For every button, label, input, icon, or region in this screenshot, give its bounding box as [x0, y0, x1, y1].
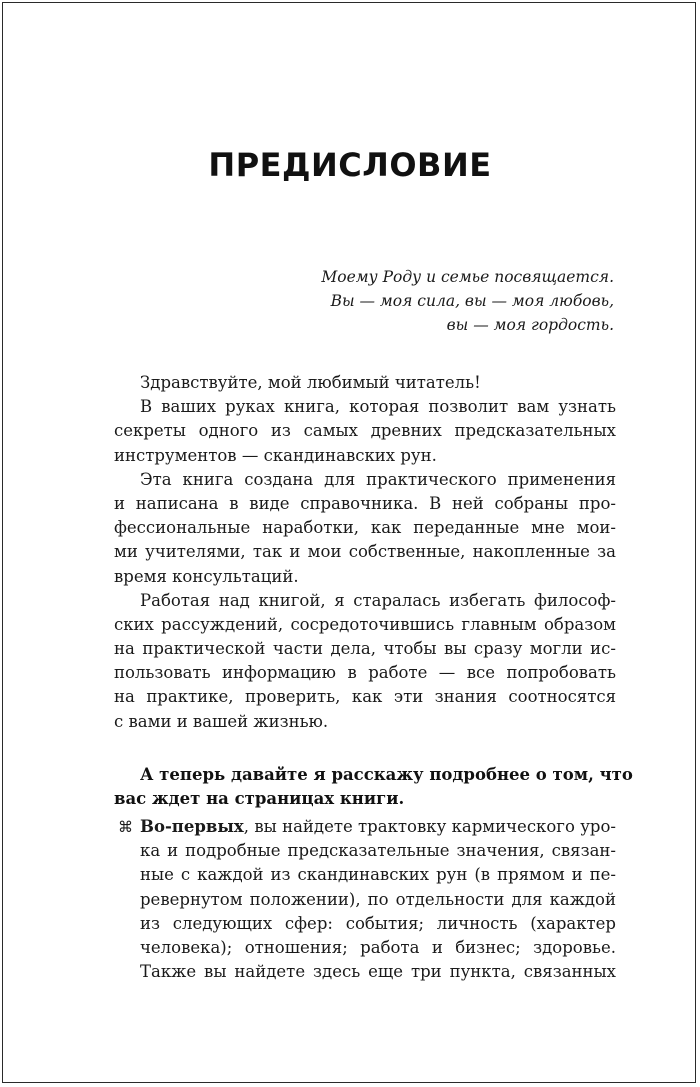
list-line: ка и подробные предсказательные значения, связан-	[140, 841, 616, 861]
epigraph-line: вы — моя гордость.	[446, 316, 614, 334]
command-bullet-icon: ⌘	[118, 818, 133, 836]
text-line: ских рассуждений, сосредоточившись главным образом	[114, 614, 616, 634]
list-line: ные с каждой из скандинавских рун (в прямом и пе-	[140, 865, 616, 885]
list-line-text: , вы найдете трактовку кармического уро-	[243, 817, 616, 836]
text-line: время консультаций.	[114, 566, 299, 586]
book-page	[2, 2, 696, 1083]
text-line: В ваших руках книга, которая позволит вам узнать	[140, 397, 616, 417]
text-line: инструментов — скандинавских рун.	[114, 445, 437, 465]
text-line: ми учителями, так и мои собственные, накопленные за	[114, 542, 616, 562]
text-line: Эта книга создана для практического применения	[140, 469, 616, 489]
text-line: и написана в виде справочника. В ней собраны про-	[114, 493, 616, 513]
list-line: из следующих сфер: события; личность (характер	[140, 913, 616, 933]
epigraph	[321, 265, 614, 337]
text-line: Работая над книгой, я старалась избегать философ-	[140, 590, 616, 610]
text-line: на практике, проверить, как эти знания соотносятся	[114, 687, 616, 707]
list-line: ревернутом положении), по отдельности для каждой	[140, 889, 616, 909]
text-line: пользовать информацию в работе — все попробовать	[114, 663, 616, 683]
text-line: фессиональные наработки, как переданные мне мои-	[114, 518, 616, 538]
list-line: человека); отношения; работа и бизнес; здоровье.	[140, 937, 616, 957]
section-heading	[114, 763, 633, 811]
epigraph-line: Моему Роду и семье посвящается.	[321, 268, 614, 286]
heading-line: А теперь давайте я расскажу подробнее о том, что	[140, 765, 633, 784]
text-line: секреты одного из самых древних предсказательных	[114, 421, 616, 441]
text-line: Здравствуйте, мой любимый читатель!	[140, 373, 481, 392]
text-line: на практической части дела, чтобы вы сразу могли ис-	[114, 639, 616, 659]
epigraph-line: Вы — моя сила, вы — моя любовь,	[330, 292, 614, 310]
chapter-title: ПРЕДИСЛОВИЕ	[208, 146, 492, 184]
text-line: с вами и вашей жизнью.	[114, 711, 329, 731]
list-line	[114, 815, 616, 839]
body-text	[114, 371, 616, 734]
heading-line: вас ждет на страницах книги.	[114, 789, 405, 809]
list-item	[114, 815, 616, 984]
list-lead: Во-первых	[140, 817, 244, 836]
list-line: Также вы найдете здесь еще три пункта, связанных	[140, 962, 616, 982]
